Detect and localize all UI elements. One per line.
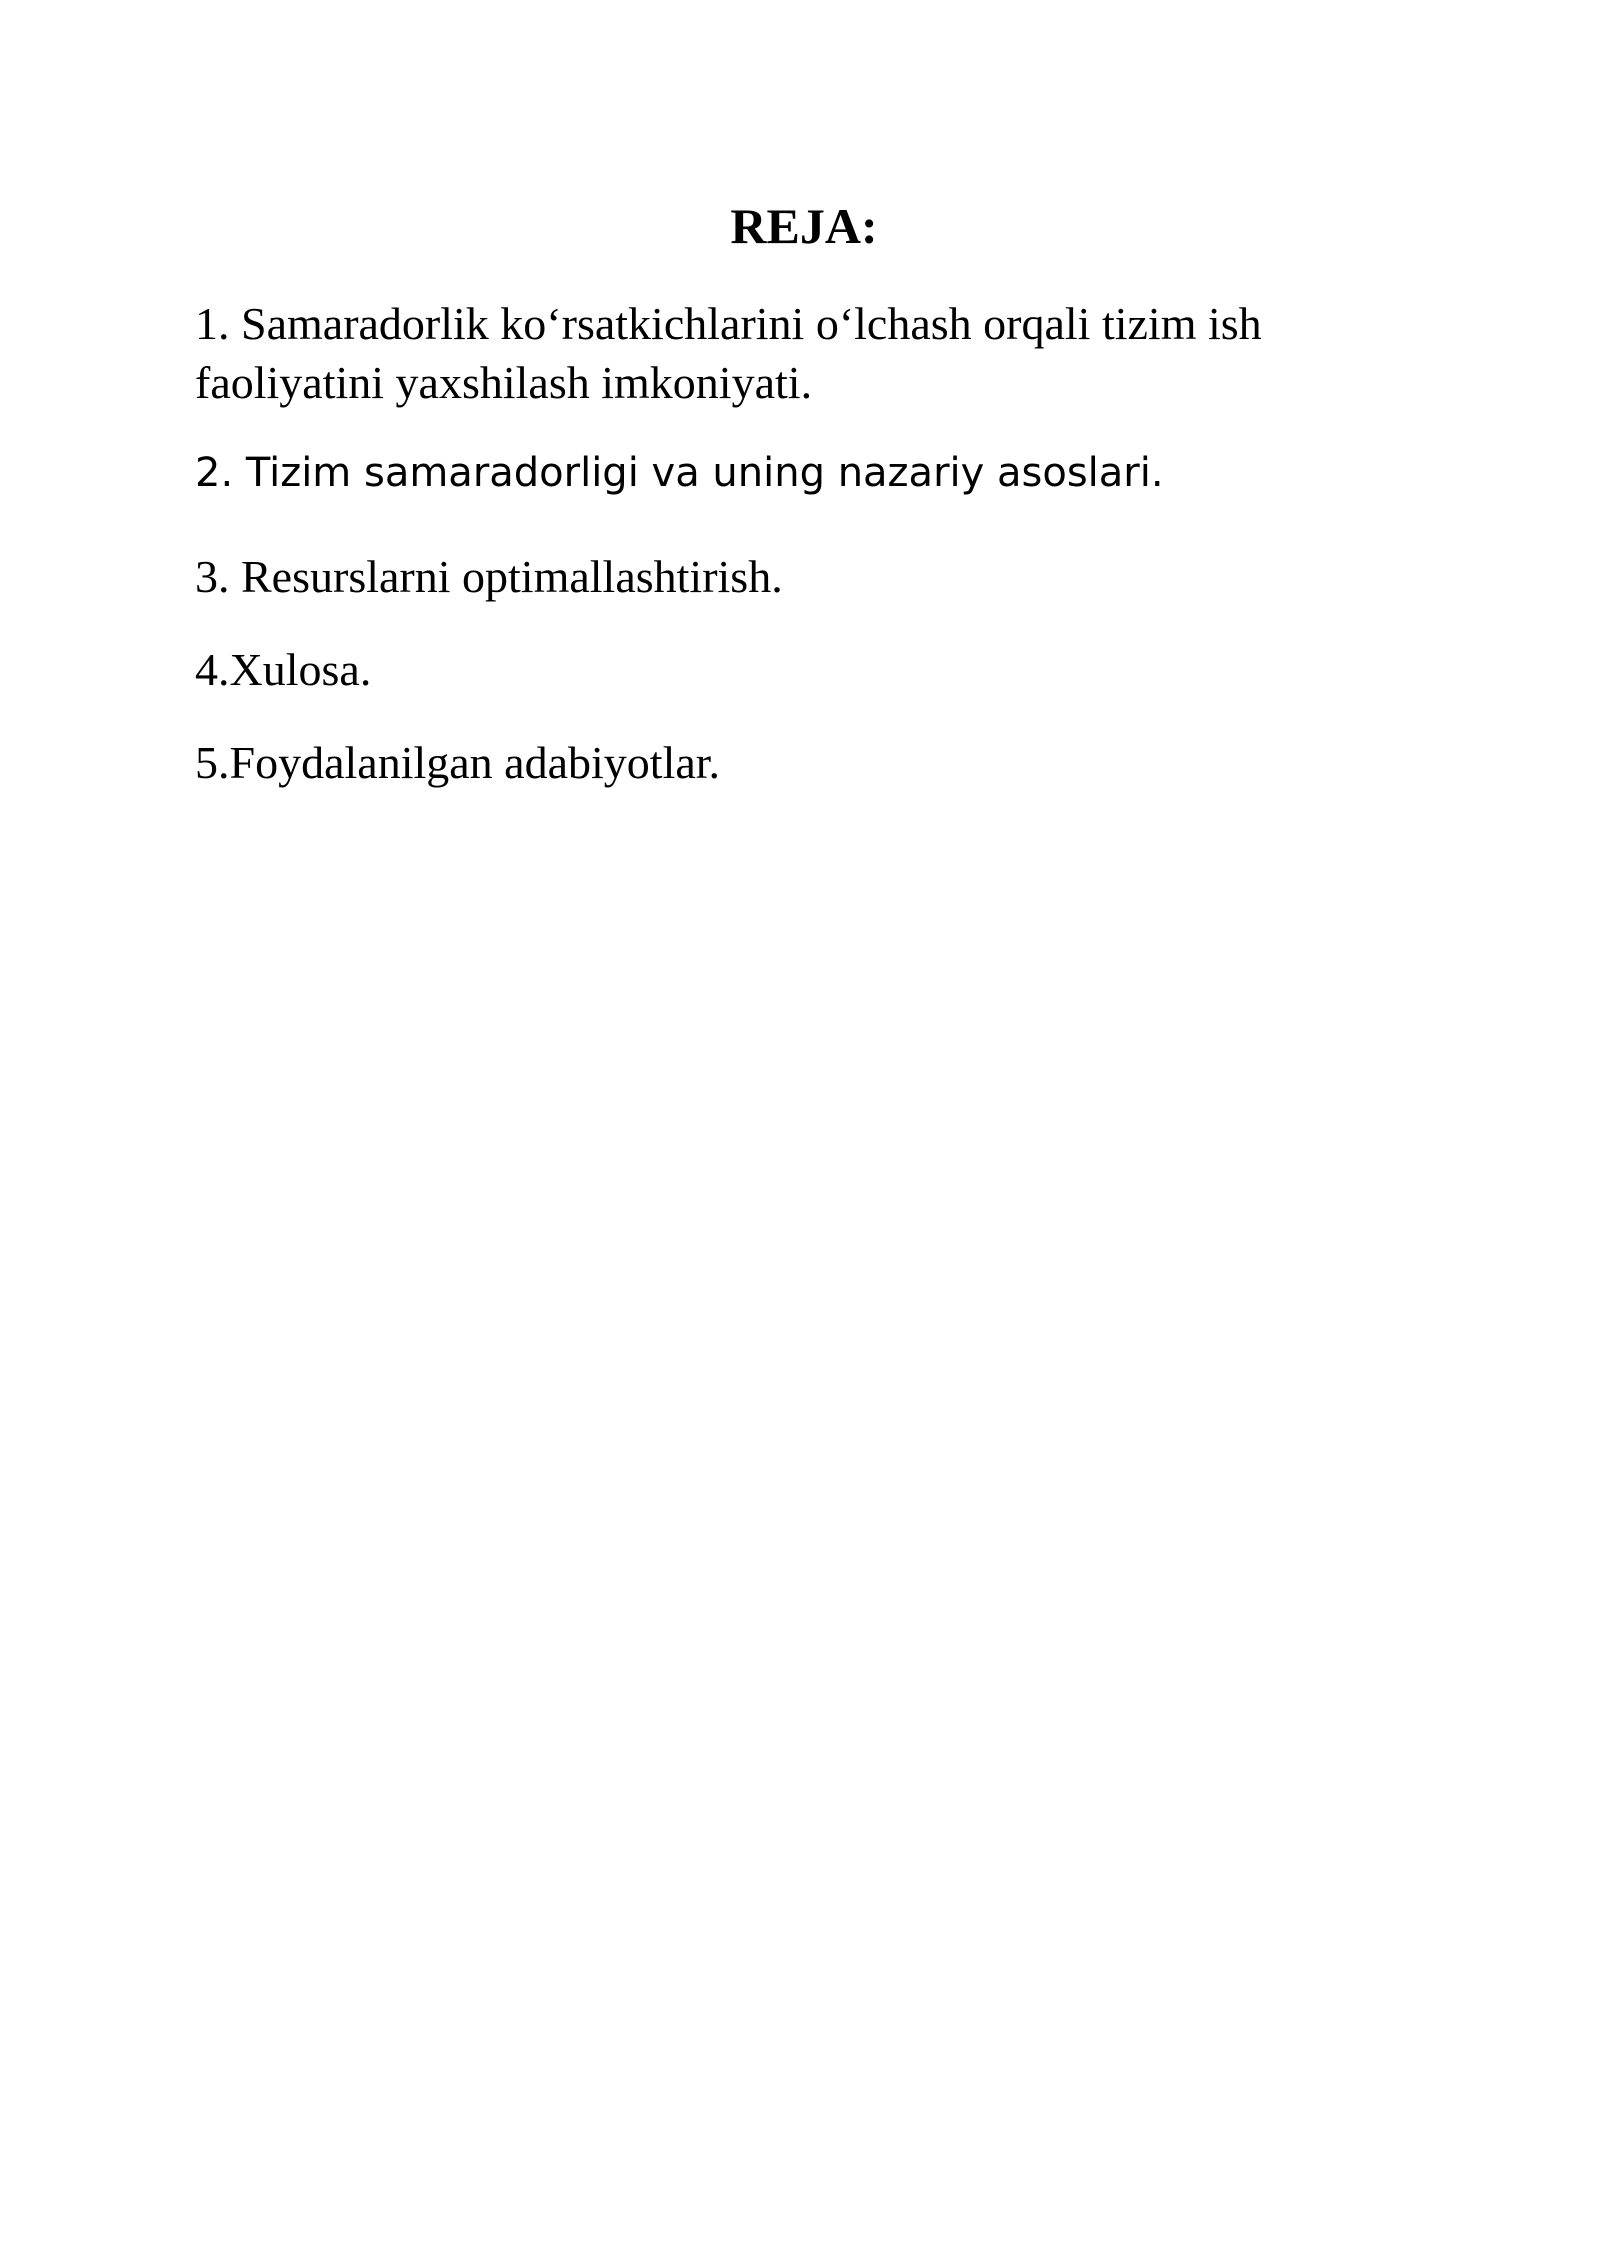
plan-item-2: 2. Tizim samaradorligi va uning nazariy asoslari. xyxy=(195,450,1164,496)
plan-item-1: 1. Samaradorlik ko‘rsatkichlarini o‘lchash orqali tizim ish faoliyatini yaxshilash imkoniyati. xyxy=(195,298,1262,408)
page-title: REJA: xyxy=(730,198,878,254)
plan-item-5: 5.Foydalanilgan adabiyotlar. xyxy=(195,737,721,788)
plan-item-4: 4.Xulosa. xyxy=(195,644,372,695)
plan-item-3: 3. Resurslarni optimallashtirish. xyxy=(195,551,783,602)
